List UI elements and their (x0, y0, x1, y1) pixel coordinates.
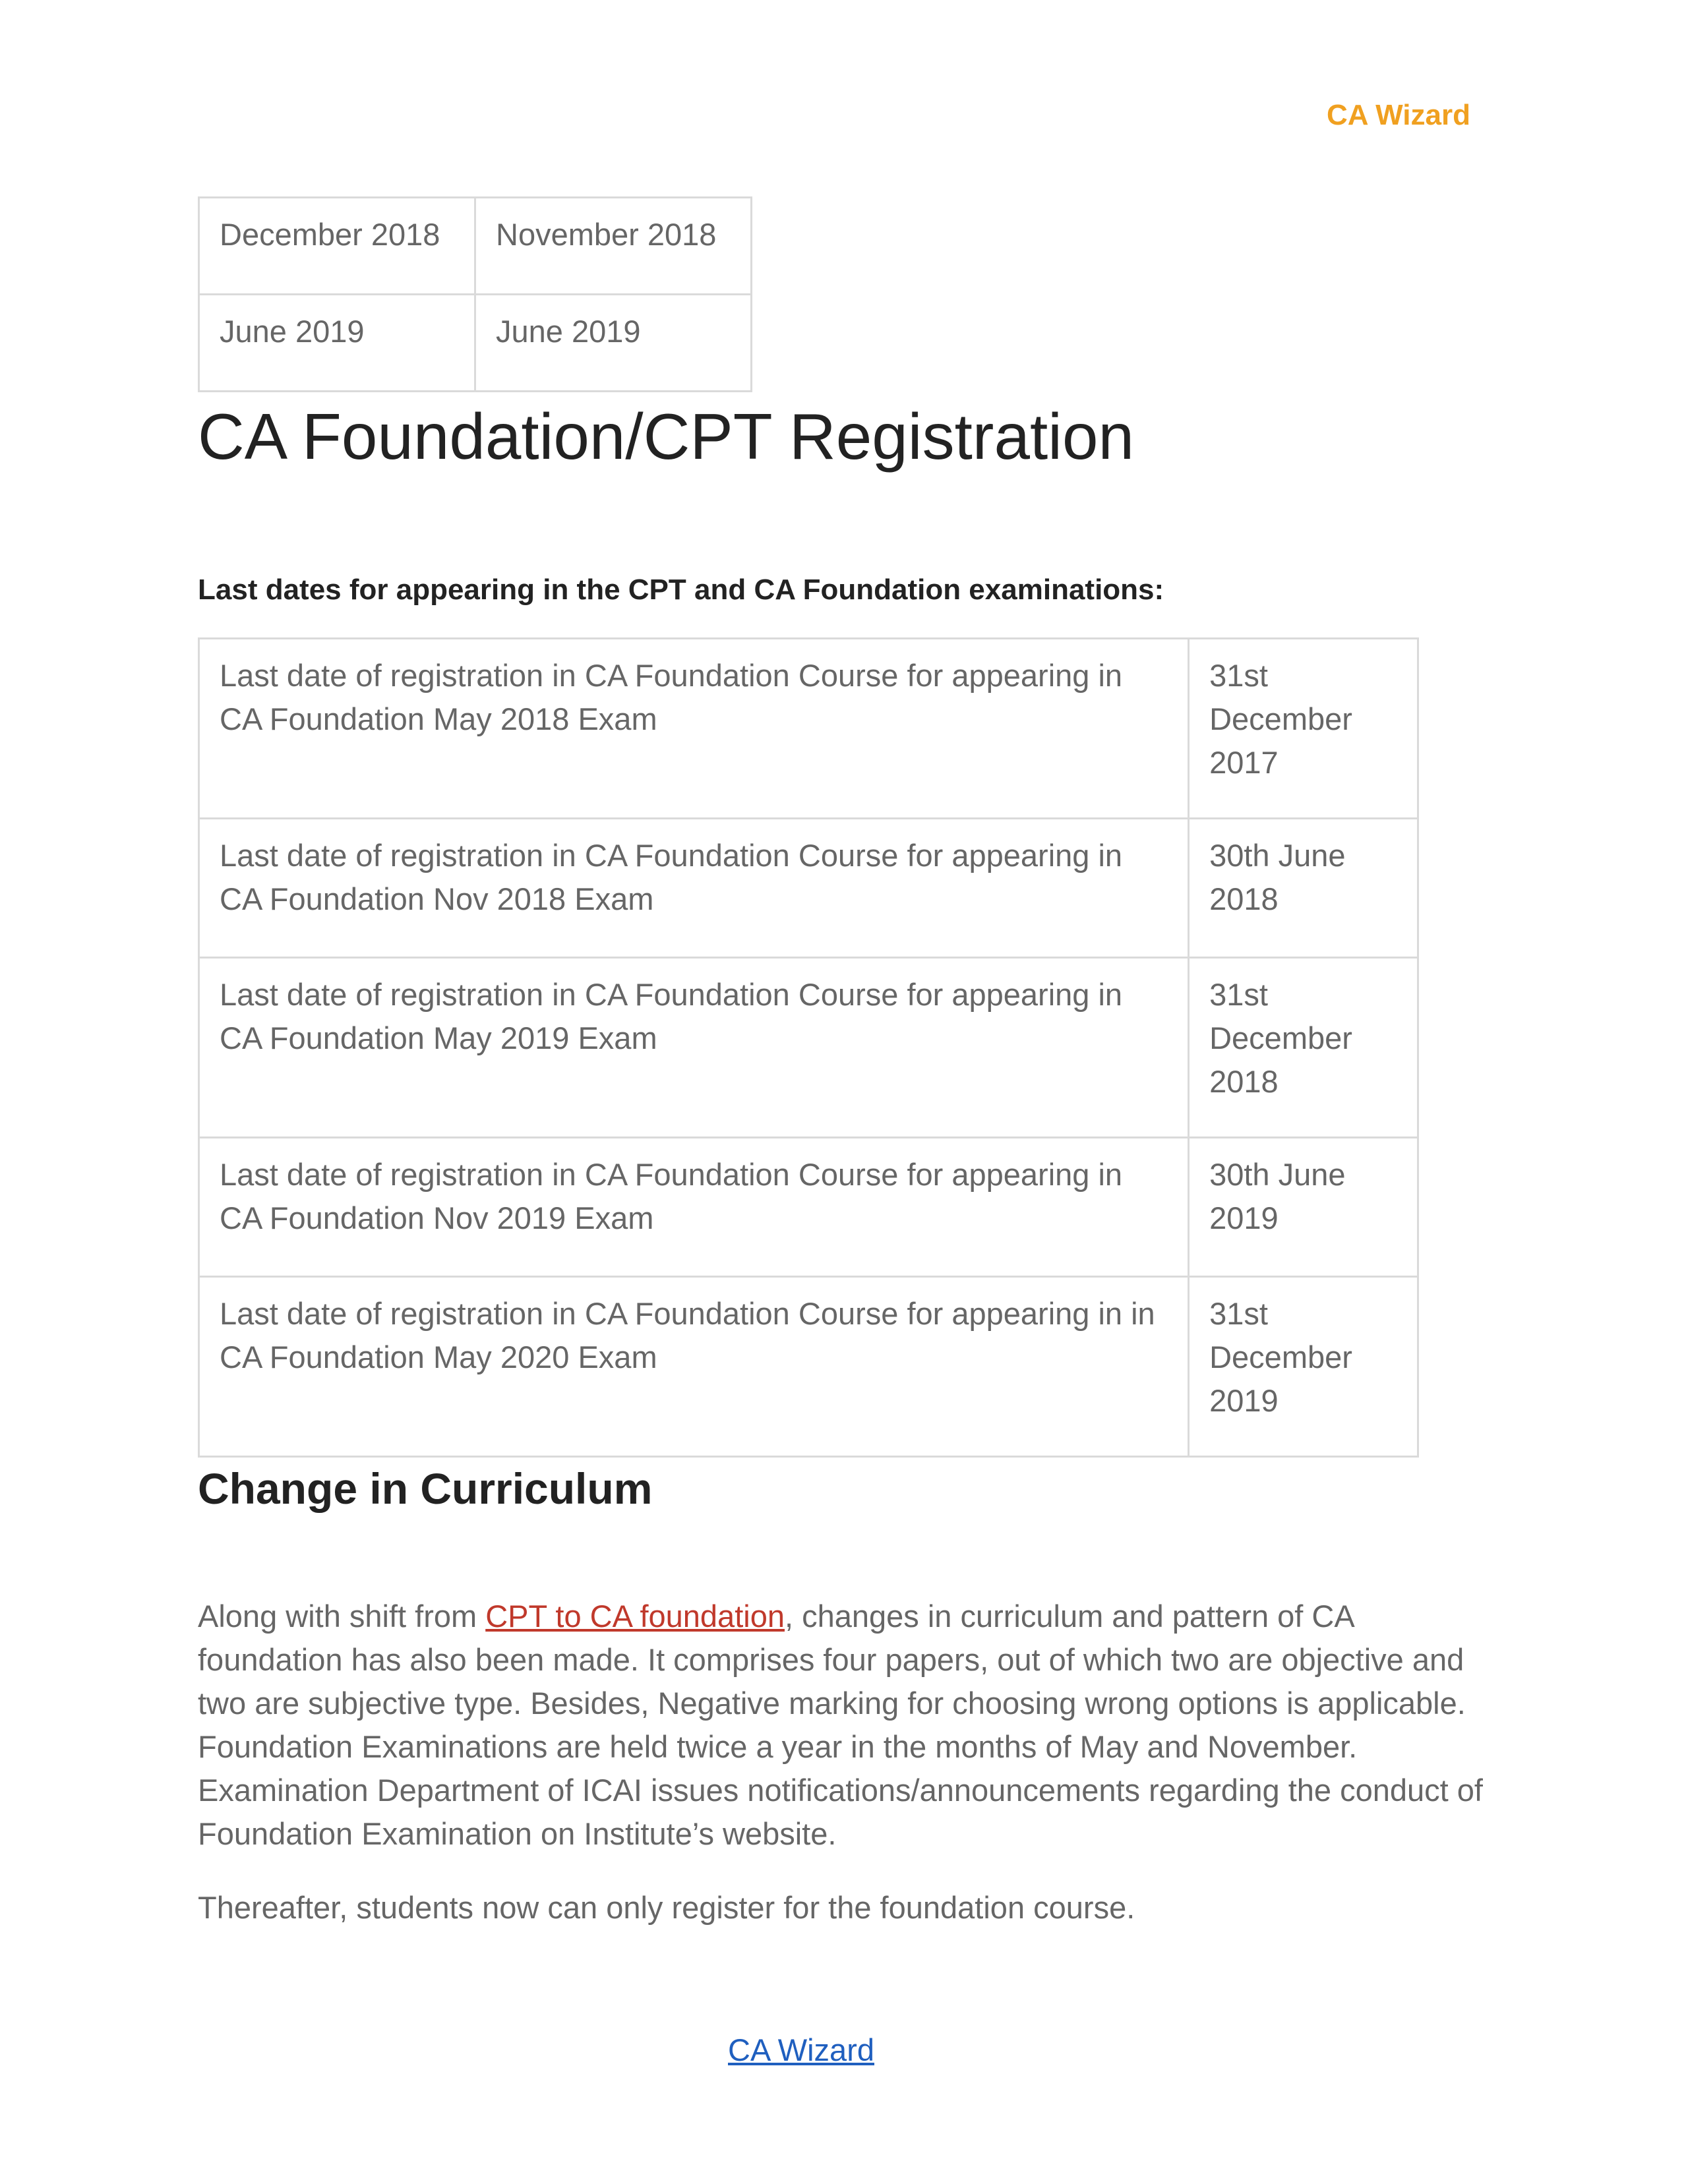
header-brand: CA Wizard (1327, 99, 1470, 131)
cpt-to-ca-foundation-link[interactable]: CPT to CA foundation (485, 1599, 785, 1634)
table-row (199, 1138, 1418, 1277)
page-title: CA Foundation/CPT Registration (198, 400, 1134, 473)
curriculum-heading: Change in Curriculum (198, 1464, 653, 1513)
registration-description: Last date of registration in CA Foundation Course for appearing in in CA Foundation May 2020 Exam (199, 1277, 1189, 1457)
registration-dates-table (198, 637, 1419, 1458)
registration-date: 31st December 2017 (1189, 639, 1418, 819)
registration-description: Last date of registration in CA Foundation Course for appearing in CA Foundation May 2018 Exam (199, 639, 1189, 819)
table-cell: November 2018 (475, 198, 752, 295)
registration-date: 31st December 2019 (1189, 1277, 1418, 1457)
exam-dates-table (198, 196, 752, 392)
paragraph-text: , changes in curriculum and pattern of CA foundation has also been made. It comprises four papers, out of which two are objective and two are subjective type. Besides, Negative marking for choosing wrong options is applicable. Foundation Examinations are held twice a year in the months of May and November. Examination Department of ICAI issues notifications/announcements regarding the conduct of Foundation Examination on Institute’s website. (198, 1599, 1483, 1851)
registration-date: 30th June 2019 (1189, 1138, 1418, 1277)
main-content (198, 196, 1490, 1930)
paragraph-text: Along with shift from (198, 1599, 486, 1634)
registration-description: Last date of registration in CA Foundation Course for appearing in CA Foundation Nov 2019 Exam (199, 1138, 1189, 1277)
registration-date: 31st December 2018 (1189, 958, 1418, 1138)
table-row (199, 295, 752, 392)
table-cell: June 2019 (475, 295, 752, 392)
footer-ca-wizard-link[interactable]: CA Wizard (728, 2032, 874, 2067)
registration-description: Last date of registration in CA Foundation Course for appearing in CA Foundation Nov 2018 Exam (199, 819, 1189, 958)
table-cell: June 2019 (199, 295, 475, 392)
last-dates-heading: Last dates for appearing in the CPT and CA Foundation examinations: (198, 574, 1164, 606)
registration-date: 30th June 2018 (1189, 819, 1418, 958)
registration-note: Thereafter, students now can only register for the foundation course. (198, 1890, 1135, 1925)
registration-description: Last date of registration in CA Foundation Course for appearing in CA Foundation May 2019 Exam (199, 958, 1189, 1138)
curriculum-paragraph (198, 1595, 1490, 1856)
table-row (199, 1277, 1418, 1457)
table-row (199, 639, 1418, 819)
table-row (199, 819, 1418, 958)
table-row (199, 198, 752, 295)
table-cell: December 2018 (199, 198, 475, 295)
table-row (199, 958, 1418, 1138)
